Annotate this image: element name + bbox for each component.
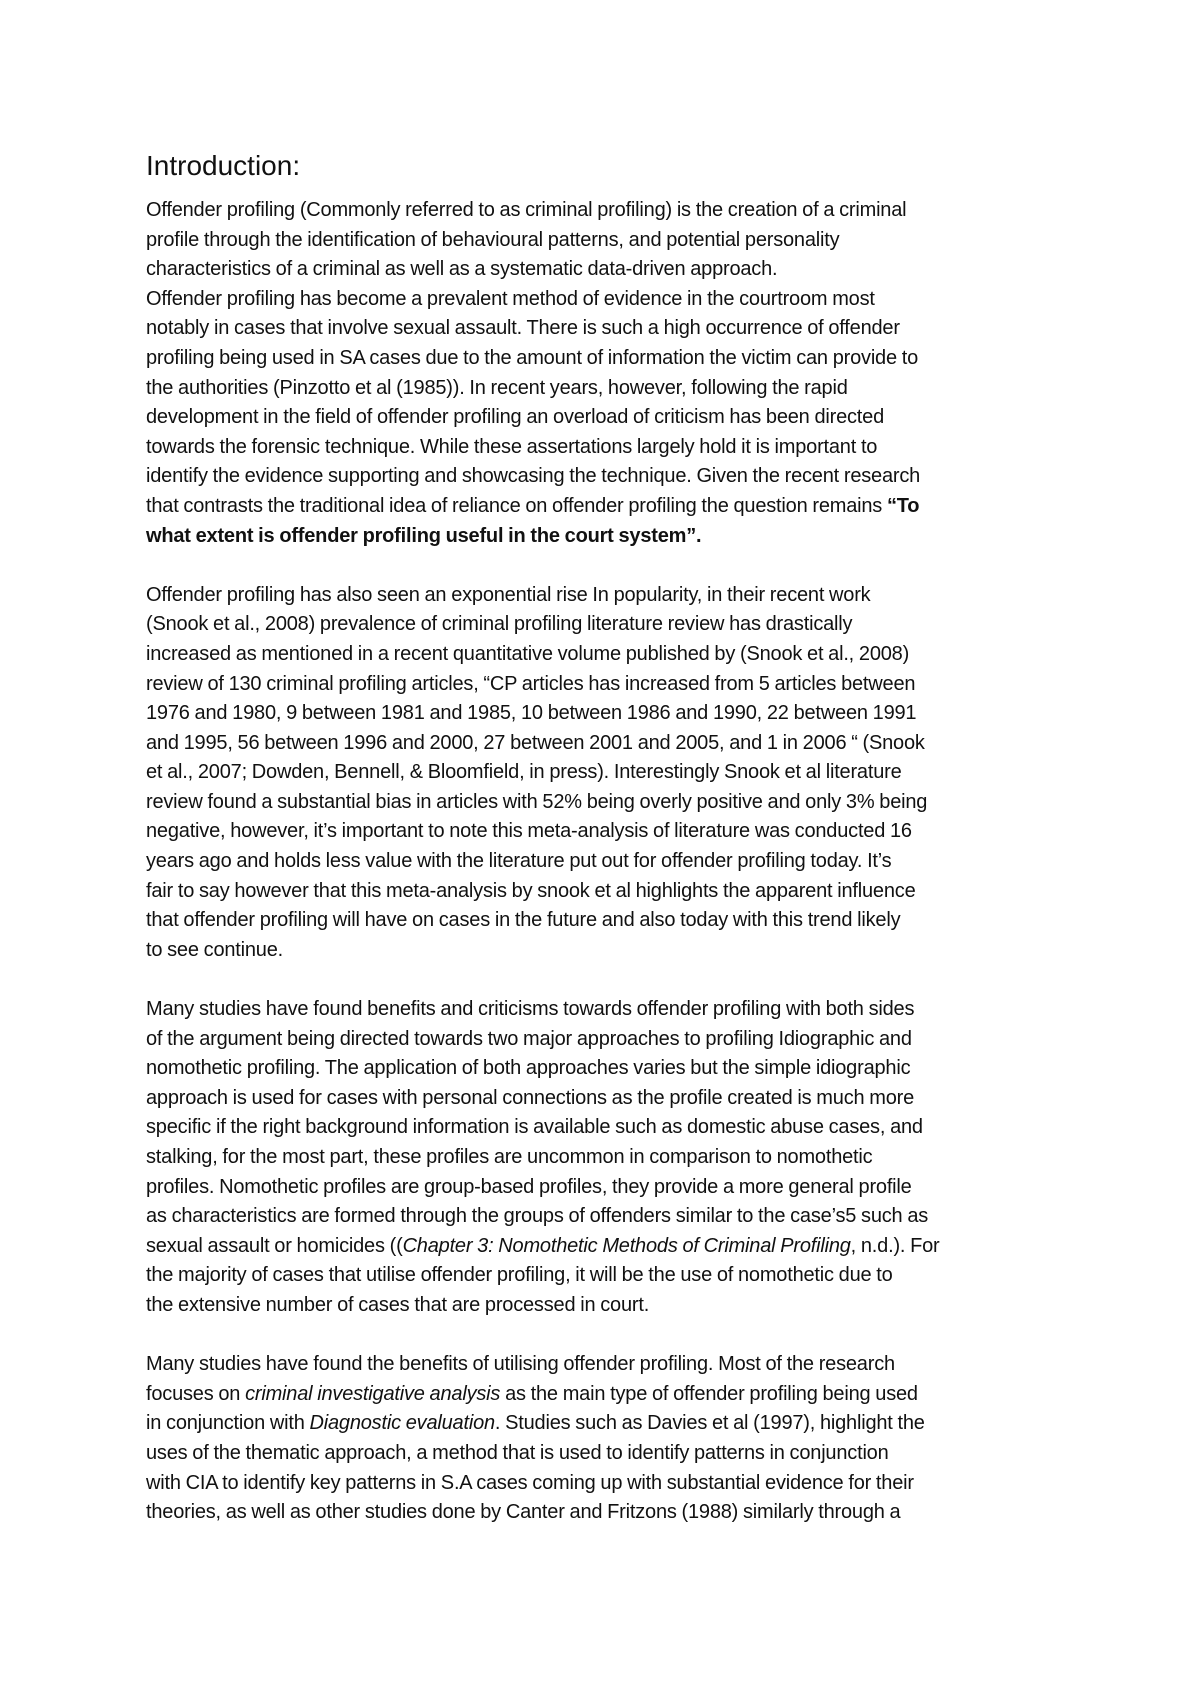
text-line: identify the evidence supporting and showcasing the technique. Given the recent research — [146, 465, 921, 488]
text-line: with CIA to identify key patterns in S.A cases coming up with substantial evidence for their — [146, 1471, 914, 1494]
text-line: nomothetic profiling. The application of both approaches varies but the simple idiographic — [146, 1057, 911, 1080]
text-line: as characteristics are formed through the groups of offenders similar to the case’s5 such as — [146, 1205, 929, 1228]
text-line: uses of the thematic approach, a method that is used to identify patterns in conjunction — [146, 1441, 889, 1464]
text-line: 1976 and 1980, 9 between 1981 and 1985, 10 between 1986 and 1990, 22 between 1991 — [146, 702, 917, 725]
term-italic: Diagnostic evaluation — [309, 1412, 495, 1435]
paragraph-gap — [146, 965, 1066, 995]
text-line: characteristics of a criminal as well as a systematic data-driven approach. — [146, 258, 778, 281]
text-line: approach is used for cases with personal connections as the profile created is much more — [146, 1086, 915, 1109]
text-line — [146, 1232, 1066, 1262]
text-line: fair to say however that this meta-analysis by snook et al highlights the apparent influence — [146, 879, 916, 902]
paragraph-benefits — [146, 1350, 1066, 1528]
text-line — [146, 492, 1066, 522]
section-heading: Introduction: — [146, 150, 301, 181]
text-run: sexual assault or homicides (( — [146, 1234, 403, 1257]
text-line: towards the forensic technique. While these assertations largely hold it is important to — [146, 435, 878, 458]
text-line: Many studies have found benefits and criticisms towards offender profiling with both sides — [146, 998, 915, 1021]
text-line: years ago and holds less value with the literature put out for offender profiling today. It’s — [146, 850, 892, 873]
paragraph-popularity — [146, 581, 1066, 966]
text-line: theories, as well as other studies done by Canter and Fritzons (1988) similarly through a — [146, 1501, 901, 1524]
text-line: review found a substantial bias in articles with 52% being overly positive and only 3% being — [146, 790, 928, 813]
text-line: the authorities (Pinzotto et al (1985)). In recent years, however, following the rapid — [146, 376, 848, 399]
paragraph-gap — [146, 1321, 1066, 1351]
text-line: Many studies have found the benefits of utilising offender profiling. Most of the research — [146, 1353, 895, 1376]
text-line — [146, 1380, 1066, 1410]
text-line: Offender profiling has also seen an exponential rise In popularity, in their recent work — [146, 583, 871, 606]
document-body — [146, 148, 1066, 1528]
paragraph-gap — [146, 551, 1066, 581]
text-line: notably in cases that involve sexual assault. There is such a high occurrence of offender — [146, 317, 900, 340]
text-line: et al., 2007; Dowden, Bennell, & Bloomfield, in press). Interestingly Snook et al literature — [146, 761, 902, 784]
paragraph-approaches — [146, 995, 1066, 1321]
text-run: , n.d.). For — [850, 1234, 940, 1257]
text-line: increased as mentioned in a recent quantitative volume published by (Snook et al., 2008) — [146, 642, 910, 665]
text-run: as the main type of offender profiling being used — [500, 1382, 918, 1405]
text-line: profiles. Nomothetic profiles are group-based profiles, they provide a more general profile — [146, 1175, 912, 1198]
text-line: profile through the identification of behavioural patterns, and potential personality — [146, 228, 840, 251]
text-line: the extensive number of cases that are processed in court. — [146, 1293, 650, 1316]
term-italic: criminal investigative analysis — [245, 1382, 501, 1405]
text-line — [146, 1409, 1066, 1439]
text-line: review of 130 criminal profiling articles, “CP articles has increased from 5 articles between — [146, 672, 916, 695]
text-line: the majority of cases that utilise offender profiling, it will be the use of nomothetic due to — [146, 1264, 893, 1287]
text-line: specific if the right background information is available such as domestic abuse cases, and — [146, 1116, 923, 1139]
paragraph-definition — [146, 196, 1066, 285]
text-line: that offender profiling will have on cases in the future and also today with this trend likely — [146, 909, 901, 932]
text-run: in conjunction with — [146, 1412, 310, 1435]
text-run: focuses on — [146, 1382, 246, 1405]
citation-title: Chapter 3: Nomothetic Methods of Criminal Profiling — [402, 1234, 851, 1257]
text-line: development in the field of offender profiling an overload of criticism has been directed — [146, 406, 885, 429]
text-line: to see continue. — [146, 938, 284, 961]
text-run: that contrasts the traditional idea of reliance on offender profiling the question remains — [146, 494, 887, 517]
text-line: Offender profiling (Commonly referred to as criminal profiling) is the creation of a criminal — [146, 199, 907, 221]
text-line: negative, however, it’s important to note this meta-analysis of literature was conducted 16 — [146, 820, 912, 843]
research-question: what extent is offender profiling useful in the court system”. — [146, 524, 702, 547]
text-line: (Snook et al., 2008) prevalence of criminal profiling literature review has drastically — [146, 613, 853, 636]
paragraph-courtroom — [146, 285, 1066, 551]
text-line: Offender profiling has become a prevalent method of evidence in the courtroom most — [146, 287, 875, 310]
text-line: and 1995, 56 between 1996 and 2000, 27 between 2001 and 2005, and 1 in 2006 “ (Snook — [146, 731, 925, 754]
text-line: of the argument being directed towards two major approaches to profiling Idiographic and — [146, 1027, 912, 1050]
research-question-start: “To — [886, 494, 920, 517]
text-run: . Studies such as Davies et al (1997), highlight the — [494, 1412, 925, 1435]
text-line: profiling being used in SA cases due to the amount of information the victim can provide to — [146, 346, 919, 369]
text-line: stalking, for the most part, these profiles are uncommon in comparison to nomothetic — [146, 1146, 873, 1168]
